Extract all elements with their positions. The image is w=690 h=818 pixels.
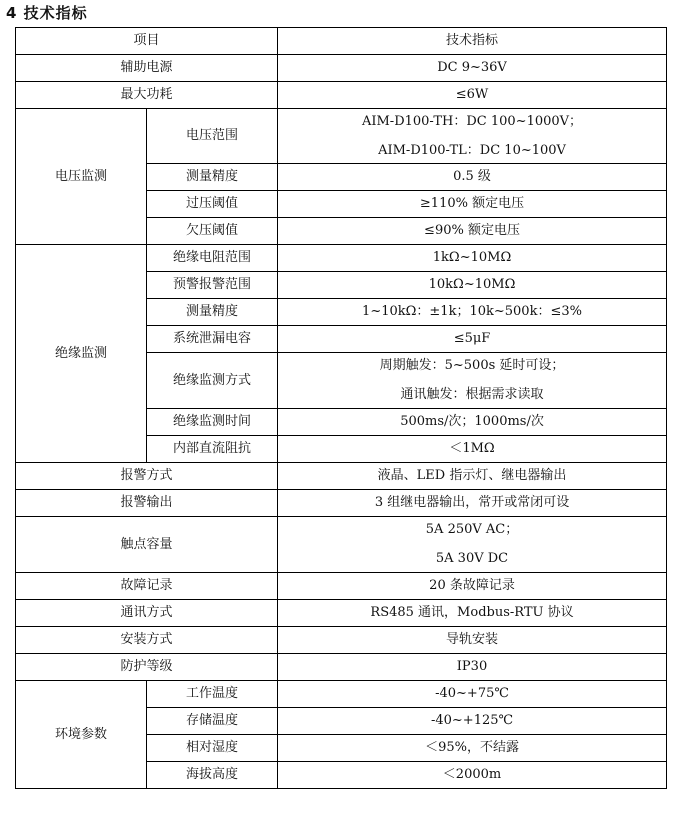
row-label: 故障记录 [16, 573, 278, 600]
row-value: ≥110% 额定电压 [278, 191, 667, 218]
table-row [16, 82, 667, 109]
sub-label: 相对湿度 [147, 735, 278, 762]
value-line: AIM-D100-TH：DC 100~1000V； [361, 113, 583, 129]
row-label: 最大功耗 [16, 82, 278, 109]
table-row [16, 490, 667, 517]
row-value: 0.5 级 [278, 164, 667, 191]
group-label-insulation: 绝缘监测 [16, 245, 147, 463]
row-label: 通讯方式 [16, 600, 278, 627]
table-row [16, 517, 667, 573]
row-value: ≤6W [278, 82, 667, 109]
row-value: ≤90% 额定电压 [278, 218, 667, 245]
sub-label: 测量精度 [147, 299, 278, 326]
sub-label: 预警报警范围 [147, 272, 278, 299]
row-value: 10kΩ~10MΩ [278, 272, 667, 299]
sub-label: 绝缘电阻范围 [147, 245, 278, 272]
row-value: -40~+75℃ [278, 681, 667, 708]
table-row [16, 573, 667, 600]
row-value: RS485 通讯，Modbus-RTU 协议 [278, 600, 667, 627]
table-header-row [16, 28, 667, 55]
group-label-voltage: 电压监测 [16, 109, 147, 245]
sub-label: 欠压阈值 [147, 218, 278, 245]
row-value [278, 353, 667, 409]
section-heading: 4 技术指标 [6, 4, 88, 22]
spec-table [15, 27, 667, 789]
row-value: ＜2000m [278, 762, 667, 789]
table-row [16, 627, 667, 654]
row-label: 报警输出 [16, 490, 278, 517]
row-value [278, 517, 667, 573]
row-value: IP30 [278, 654, 667, 681]
table-row [16, 600, 667, 627]
value-line: 通讯触发：根据需求读取 [400, 387, 544, 402]
table-row [16, 109, 667, 164]
table-row [16, 245, 667, 272]
sub-label: 存储温度 [147, 708, 278, 735]
value-line: AIM-D100-TL：DC 10~100V [378, 142, 566, 158]
row-label: 辅助电源 [16, 55, 278, 82]
table-row [16, 55, 667, 82]
sub-label: 绝缘监测时间 [147, 409, 278, 436]
value-line: 5A 30V DC [435, 551, 509, 566]
sub-label: 工作温度 [147, 681, 278, 708]
table-row [16, 463, 667, 490]
row-value: 3 组继电器输出，常开或常闭可设 [278, 490, 667, 517]
sub-label: 电压范围 [147, 109, 278, 164]
table-row [16, 681, 667, 708]
group-label-environment: 环境参数 [16, 681, 147, 789]
row-value: 1kΩ~10MΩ [278, 245, 667, 272]
row-value: 500ms/次；1000ms/次 [278, 409, 667, 436]
row-value: ＜1MΩ [278, 436, 667, 463]
row-value: 液晶、LED 指示灯、继电器输出 [278, 463, 667, 490]
sub-label: 测量精度 [147, 164, 278, 191]
sub-label: 系统泄漏电容 [147, 326, 278, 353]
row-value: DC 9~36V [278, 55, 667, 82]
row-label: 防护等级 [16, 654, 278, 681]
header-spec: 技术指标 [278, 28, 667, 55]
value-line: 5A 250V AC； [425, 522, 519, 537]
row-value: ＜95%，不结露 [278, 735, 667, 762]
row-value: ≤5μF [278, 326, 667, 353]
sub-label: 过压阈值 [147, 191, 278, 218]
row-value: 20 条故障记录 [278, 573, 667, 600]
value-line: 周期触发：5~500s 延时可设； [379, 358, 565, 373]
table-row [16, 654, 667, 681]
row-value: 导轨安装 [278, 627, 667, 654]
header-item: 项目 [16, 28, 278, 55]
row-label: 触点容量 [16, 517, 278, 573]
row-value [278, 109, 667, 164]
row-value: -40~+125℃ [278, 708, 667, 735]
sub-label: 绝缘监测方式 [147, 353, 278, 409]
row-label: 安装方式 [16, 627, 278, 654]
sub-label: 内部直流阻抗 [147, 436, 278, 463]
row-label: 报警方式 [16, 463, 278, 490]
sub-label: 海拔高度 [147, 762, 278, 789]
row-value: 1~10kΩ：±1k；10k~500k：≤3% [278, 299, 667, 326]
